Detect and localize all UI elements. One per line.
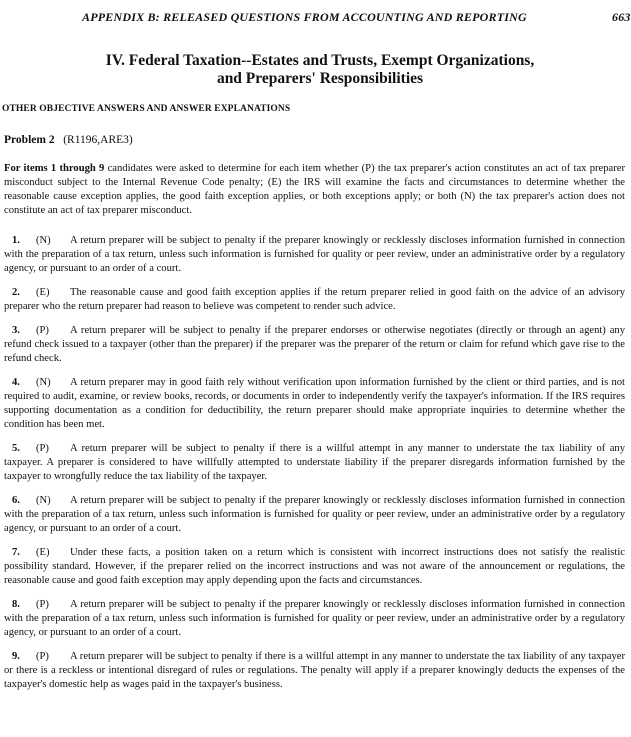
answer-item [4,546,625,588]
answer-text: A return preparer will be subject to penalty if the preparer knowingly or recklessly discloses information furnished in connection with the preparation of a tax return, unless such information is furnished for quality or peer review, under an administrative order by a regulatory agency, or pursuant to an order of a court. [4,235,625,274]
answer-item [4,324,625,366]
answer-code: (P) [36,325,49,336]
answer-code: (P) [36,599,49,610]
intro-text: candidates were asked to determine for each item whether (P) the tax preparer's action constitutes an act of tax preparer misconduct subject to the Internal Revenue Code penalty; (E) the IRS will examine the facts and circumstances to determine whether the reasonable cause exception applies, the good faith exception applies, or both exceptions apply; or both (N) the tax preparer's action does not constitute an act of tax preparer misconduct. [4,163,625,216]
answer-text: A return preparer will be subject to penalty if the preparer endorses or otherwise negotiates (directly or through an agent) any refund check issued to a taxpayer (other than the preparer) if the preparer was the preparer of the return or claim for refund which gave rise to the refund check. [4,325,625,364]
page-number: 663 [612,10,631,24]
answer-item [4,598,625,640]
answer-code: (N) [36,235,51,246]
answer-text: A return preparer will be subject to penalty if there is a willful attempt in any manner to understate the tax liability of any taxpayer or there is a reckless or intentional disregard of rules or regulations. The penalty will apply if a preparer knowingly deducts the expenses of the taxpayer's domestic help as wages paid in the taxpayer's business. [4,651,625,690]
answer-number: 5. [12,443,20,454]
answer-text: A return preparer will be subject to penalty if the preparer knowingly or recklessly discloses information furnished in connection with the preparation of a tax return, unless such information is furnished for quality or peer review, under an administrative order by a regulatory agency, or pursuant to an order of a court. [4,599,625,638]
problem-reference: (R1196,ARE3) [63,134,133,146]
answer-number: 8. [12,599,20,610]
answer-code: (E) [36,287,50,298]
problem-heading [4,134,133,146]
intro-paragraph [4,162,625,218]
section-heading: OTHER OBJECTIVE ANSWERS AND ANSWER EXPLANATIONS [2,104,291,114]
answer-number: 6. [12,495,20,506]
answer-item [4,442,625,484]
answer-code: (P) [36,651,49,662]
answer-text: A return preparer will be subject to penalty if there is a willful attempt in any manner to understate the tax liability of any taxpayer. A preparer is considered to have willfully attempted to understate liability if the preparer disregards information furnished by the taxpayer to wrongfully reduce the tax liability of the taxpayer. [4,443,625,482]
answer-number: 9. [12,651,20,662]
page-title [40,52,600,88]
answer-item [4,286,625,314]
answer-item [4,650,625,692]
answer-number: 3. [12,325,20,336]
answer-text: The reasonable cause and good faith exception applies if the return preparer relied in good faith on the advice of an advisory preparer who the return preparer had reason to believe was competent to render such advice. [4,287,625,312]
answer-code: (P) [36,443,49,454]
answer-code: (N) [36,377,51,388]
answer-number: 1. [12,235,20,246]
answer-text: A return preparer will be subject to penalty if the preparer knowingly or recklessly discloses information furnished in connection with the preparation of a tax return, unless such information is furnished for quality or peer review, under an administrative order by a regulatory agency, or pursuant to an order of a court. [4,495,625,534]
answer-item [4,376,625,432]
answer-list [4,234,625,702]
answer-text: Under these facts, a position taken on a return which is consistent with incorrect instructions does not satisfy the realistic possibility standard. However, if the preparer relied on the incorrect instructions and was not aware of the announcement or regulations, the reasonable cause and good faith exception may apply depending upon the facts and circumstances. [4,547,625,586]
answer-code: (E) [36,547,50,558]
problem-label: Problem 2 [4,134,55,146]
answer-item [4,494,625,536]
answer-number: 7. [12,547,20,558]
answer-code: (N) [36,495,51,506]
intro-bold-lead: For items 1 through 9 [4,163,105,174]
page-title-line-2: and Preparers' Responsibilities [216,70,424,87]
answer-number: 2. [12,287,20,298]
running-head-title: APPENDIX B: RELEASED QUESTIONS FROM ACCOUNTING AND REPORTING [82,10,527,24]
answer-text: A return preparer may in good faith rely without verification upon information furnished by the client or third parties, and is not required to audit, examine, or review books, records, or documents in order to independently verify the taxpayer's information. If the IRS requires supporting documentation as a condition for deductibility, the return preparer should make appropriate inquiries to determine whether the condition has been met. [4,377,625,430]
page-title-line-1: IV. Federal Taxation--Estates and Trusts, Exempt Organizations, [105,52,535,69]
answer-number: 4. [12,377,20,388]
answer-item [4,234,625,276]
